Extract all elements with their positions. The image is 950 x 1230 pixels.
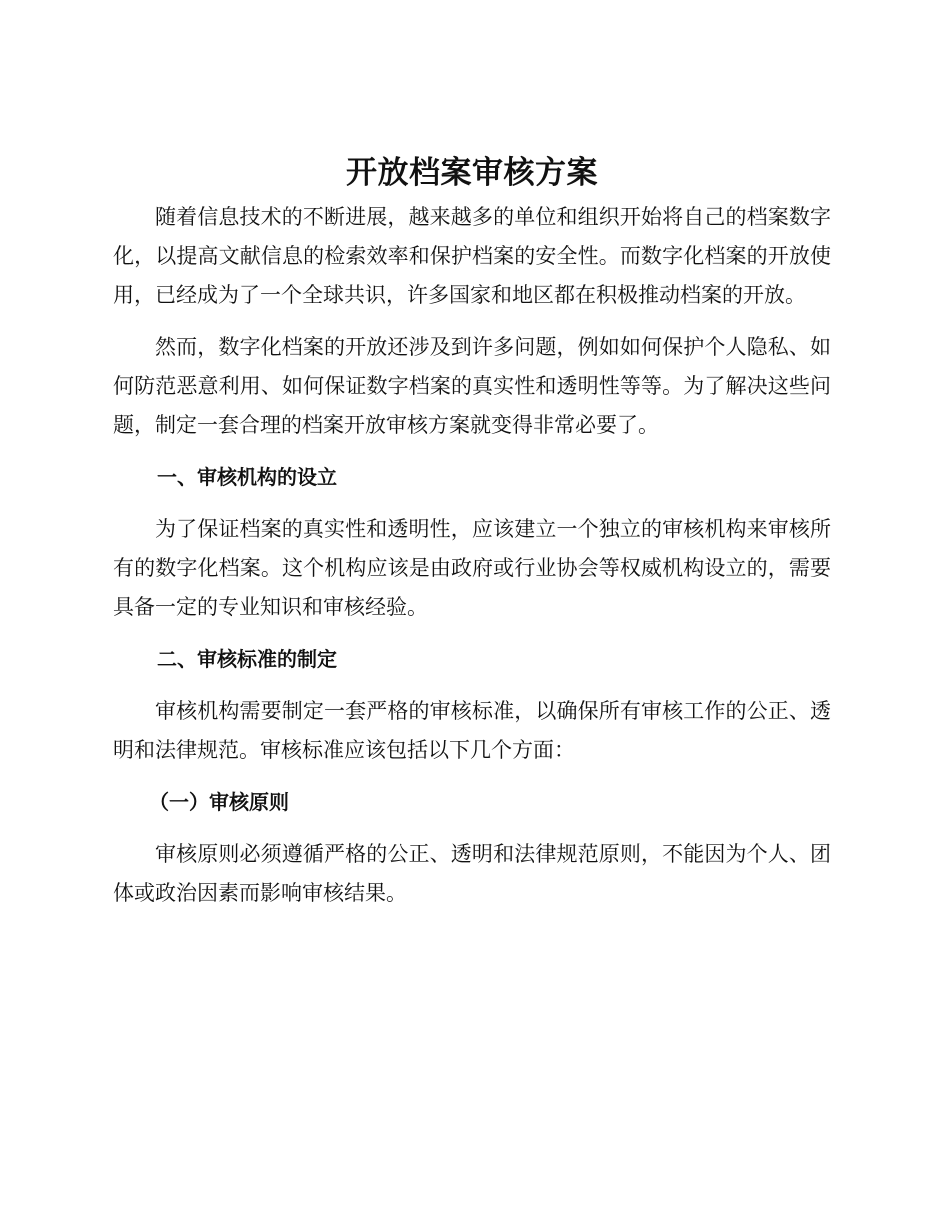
document-title: 开放档案审核方案 — [346, 155, 598, 191]
section-2-paragraph: 审核机构需要制定一套严格的审核标准，以确保所有审核工作的公正、透明和法律规范。审核标准应该包括以下几个方面： — [113, 699, 831, 762]
section-1-paragraph: 为了保证档案的真实性和透明性，应该建立一个独立的审核机构来审核所有的数字化档案。这个机构应该是由政府或行业协会等权威机构设立的，需要具备一定的专业知识和审核经验。 — [113, 517, 831, 619]
intro-paragraph-1: 随着信息技术的不断进展，越来越多的单位和组织开始将自己的档案数字化，以提高文献信息的检索效率和保护档案的安全性。而数字化档案的开放使用，已经成为了一个全球共识，许多国家和地区都在积极推动档案的开放。 — [113, 205, 831, 307]
subsection-1-paragraph: 审核原则必须遵循严格的公正、透明和法律规范原则，不能因为个人、团体或政治因素而影响审核结果。 — [113, 842, 831, 905]
subsection-1-heading: （一）审核原则 — [149, 790, 289, 814]
document-page — [113, 148, 831, 926]
intro-paragraph-2: 然而，数字化档案的开放还涉及到许多问题，例如如何保护个人隐私、如何防范恶意利用、如何保证数字档案的真实性和透明性等等。为了解决这些问题，制定一套合理的档案开放审核方案就变得非常必要了。 — [113, 335, 831, 437]
section-1-heading: 一、审核机构的设立 — [157, 465, 337, 489]
section-2-heading: 二、审核标准的制定 — [157, 647, 337, 671]
